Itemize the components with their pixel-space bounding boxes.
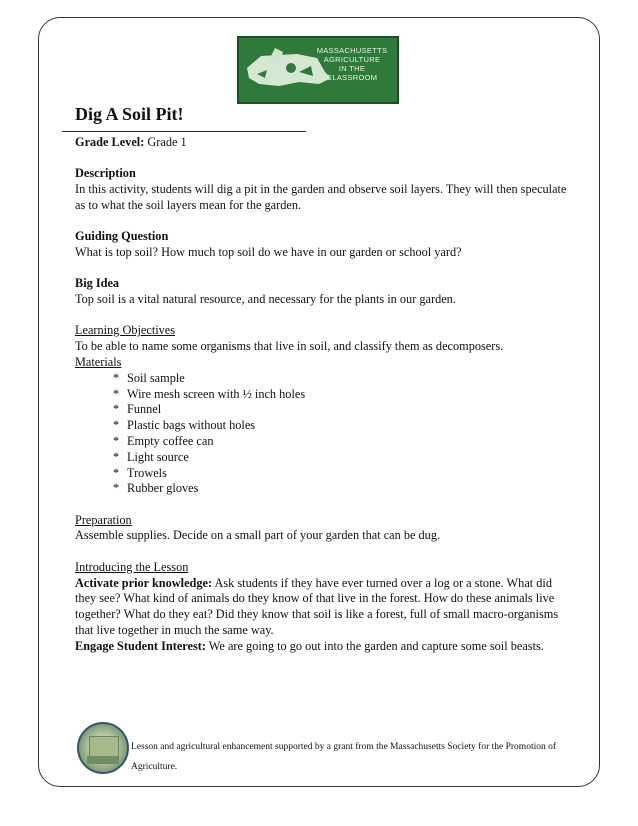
guiding-question-heading: Guiding Question (75, 229, 169, 244)
big-idea-heading: Big Idea (75, 276, 120, 291)
list-item: * Plastic bags without holes (113, 418, 256, 433)
preparation-heading: Preparation (75, 512, 132, 527)
engage-paragraph (75, 639, 575, 655)
activate-paragraph (75, 576, 575, 639)
logo-line-2: AGRICULTURE (323, 55, 381, 64)
preparation-text: Assemble supplies. Decide on a small part of your garden that can be dug. (75, 528, 441, 543)
engage-label: Engage Student Interest: (75, 638, 206, 653)
title-divider (62, 131, 306, 132)
list-item: * Rubber gloves (113, 481, 199, 496)
list-item: * Wire mesh screen with ½ inch holes (113, 386, 306, 401)
lesson-content (75, 135, 575, 655)
grade-level (75, 135, 575, 151)
introducing-heading: Introducing the Lesson (75, 559, 189, 574)
lesson-title: Dig A Soil Pit! (75, 104, 184, 124)
society-seal-icon (77, 722, 129, 774)
materials-list (75, 371, 575, 497)
list-item: * Trowels (113, 465, 167, 480)
big-idea-text: Top soil is a vital natural resource, and necessary for the plants in our garden. (75, 292, 456, 307)
list-item: * Light source (113, 449, 189, 464)
description-heading: Description (75, 166, 136, 181)
list-item: * Empty coffee can (113, 433, 214, 448)
materials-heading: Materials (75, 354, 122, 369)
engage-text: We are going to go out into the garden and capture some soil beasts. (205, 638, 544, 653)
list-item: * Soil sample (113, 370, 185, 385)
description-text: In this activity, students will dig a pit in the garden and observe soil layers. They will then speculate as to what the soil layers mean for the garden. (75, 182, 567, 212)
learning-objectives-text: To be able to name some organisms that live in soil, and classify them as decomposers. (75, 339, 504, 354)
guiding-question-text: What is top soil? How much top soil do we have in our garden or school yard? (75, 244, 462, 259)
list-item: * Funnel (113, 402, 162, 417)
grade-label: Grade Level: (75, 135, 145, 149)
grade-value: Grade 1 (147, 135, 187, 149)
logo-line-1: MASSACHUSETTS (316, 46, 388, 55)
massachusetts-agriculture-logo (237, 36, 399, 104)
learning-objectives-heading: Learning Objectives (75, 323, 176, 338)
footer-credit: Lesson and agricultural enhancement supported by a grant from the Massachusetts Society for the Promotion of Agriculture. (131, 741, 557, 772)
logo-line-3: IN THE CLASSROOM (326, 64, 378, 82)
activate-text: Ask students if they have ever turned over a log or a stone. What did they see? What kind of animals do they know of that live in the forest. How do these animals live together? What do they eat? Did they know that soil is like a forest, full of small macro-organisms that live together in much the same way. (75, 575, 559, 637)
activate-label: Activate prior knowledge: (75, 575, 213, 590)
